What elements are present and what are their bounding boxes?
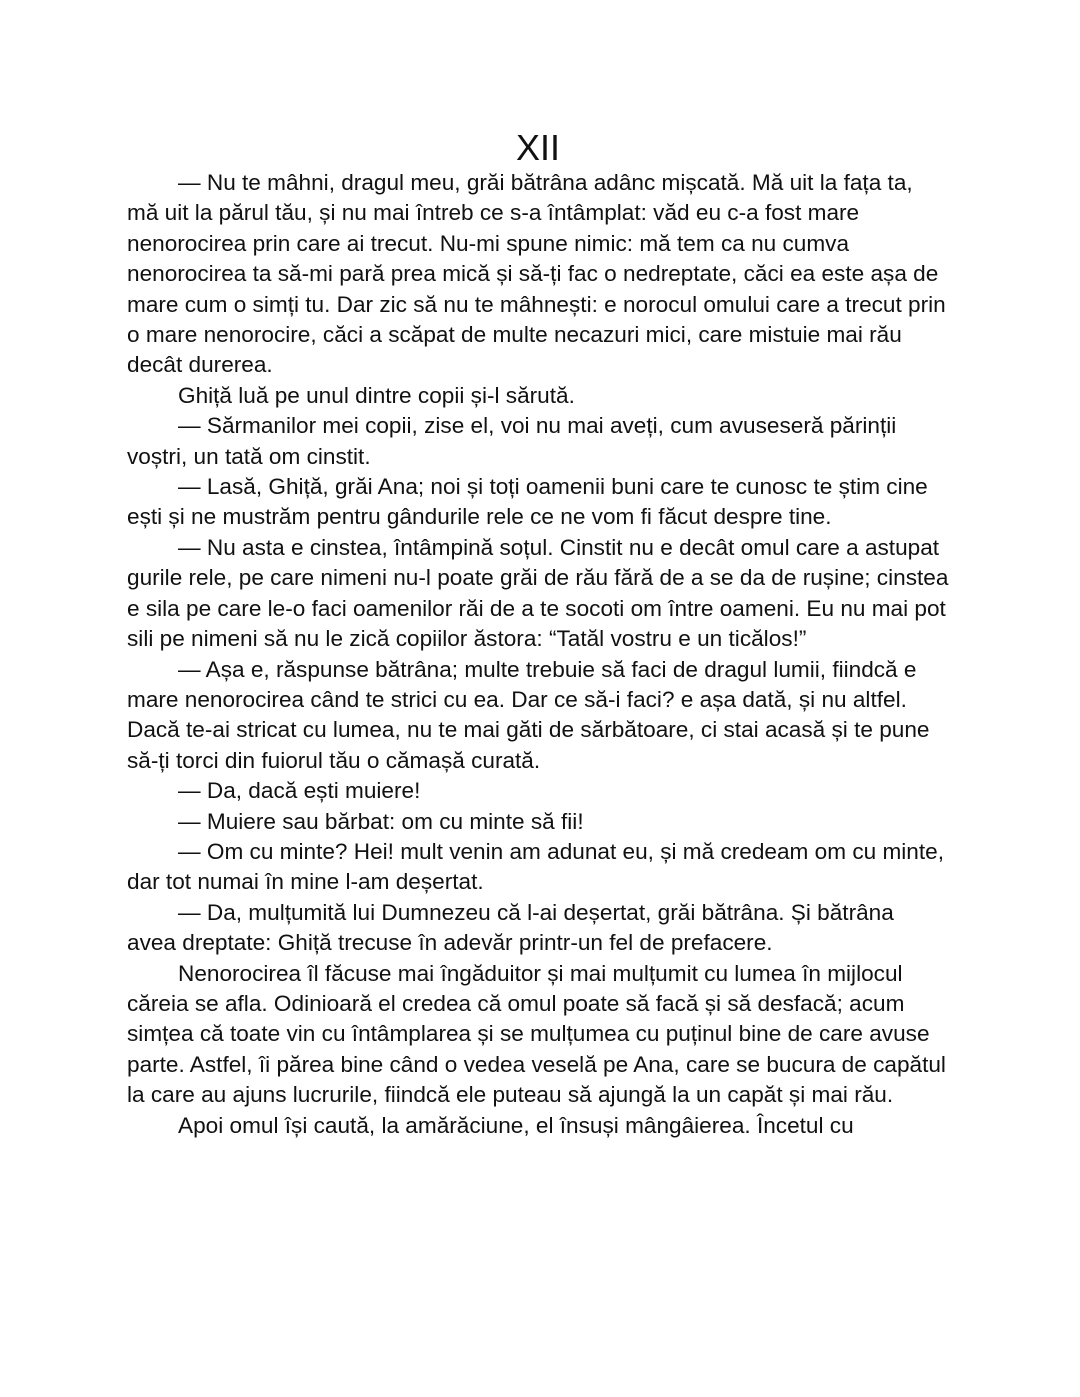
paragraph: Ghiță luă pe unul dintre copii și-l sărută.: [178, 382, 575, 408]
paragraph: — Om cu minte? Hei! mult venin am adunat eu, și mă credeam om cu minte, dar tot numai în mine l-am deșertat.: [127, 838, 944, 895]
paragraph: — Da, mulțumită lui Dumnezeu că l-ai deșertat, grăi bătrâna. Și bătrâna avea dreptate: Ghiță trecuse în adevăr printr-un fel de prefacere.: [127, 899, 894, 956]
paragraph: — Lasă, Ghiță, grăi Ana; noi și toți oamenii buni care te cunosc te știm cine ești și ne mustrăm pentru gândurile rele ce ne vom fi făcut despre tine.: [127, 474, 928, 530]
paragraph: — Așa e, răspunse bătrâna; multe trebuie să faci de dragul lumii, fiindcă e mare nenorocirea când te strici cu ea. Dar ce să-i faci? e așa dată, și nu altfel. Dacă te-ai stricat cu lumea, nu te mai găti de sărbătoare, ci stai acasă și te pune să-ți torci din fuiorul tău o cămașă curată.: [127, 656, 930, 773]
document-page: [127, 128, 949, 1141]
paragraph: — Da, dacă ești muiere!: [178, 778, 421, 804]
paragraph: Nenorocirea îl făcuse mai îngăduitor și mai mulțumit cu lumea în mijlocul căreia se afla. Odinioară el credea că omul poate să facă și să desfacă; acum simțea că toate vin cu întâmplarea și se mulțumea cu puținul bine de care avuse parte. Astfel, îi părea bine când o vedea veselă pe Ana, care se bucura de capătul la care au ajuns lucrurile, fiindcă ele puteau să ajungă la un capăt și mai rău.: [127, 960, 946, 1108]
paragraph: Apoi omul își caută, la amărăciune, el însuși mângâierea. Încetul cu: [178, 1112, 854, 1138]
paragraph: — Muiere sau bărbat: om cu minte să fii!: [178, 808, 584, 834]
chapter-title: XII: [515, 127, 560, 168]
paragraph: — Nu te mâhni, dragul meu, grăi bătrâna adânc mișcată. Mă uit la fața ta, mă uit la părul tău, și nu mai întreb ce s-a întâmplat: văd eu c-a fost mare nenorocirea prin care ai trecut. Nu-mi spune nimic: mă tem ca nu cumva nenorocirea ta să-mi pară prea mică și să-ți fac o nedreptate, căci ea este așa de mare cum o simți tu. Dar zic să nu te mâhnești: e norocul omului care a trecut prin o mare nenorocire, căci a scăpat de multe necazuri mici, care mistuie mai rău decât durerea.: [127, 170, 946, 378]
paragraph: — Nu asta e cinstea, întâmpină soțul. Cinstit nu e decât omul care a astupat gurile rele, pe care nimeni nu-l poate grăi de rău fără de a se da de rușine; cinstea e sila pe care le-o faci oamenilor răi de a te socoti om între oameni. Eu nu mai pot sili pe nimeni să nu le zică copiilor ăstora: “Tatăl vostru e un ticălos!”: [127, 534, 949, 652]
paragraph: — Sărmanilor mei copii, zise el, voi nu mai aveți, cum avuseseră părinții voștri, un tată om cinstit.: [127, 413, 897, 469]
